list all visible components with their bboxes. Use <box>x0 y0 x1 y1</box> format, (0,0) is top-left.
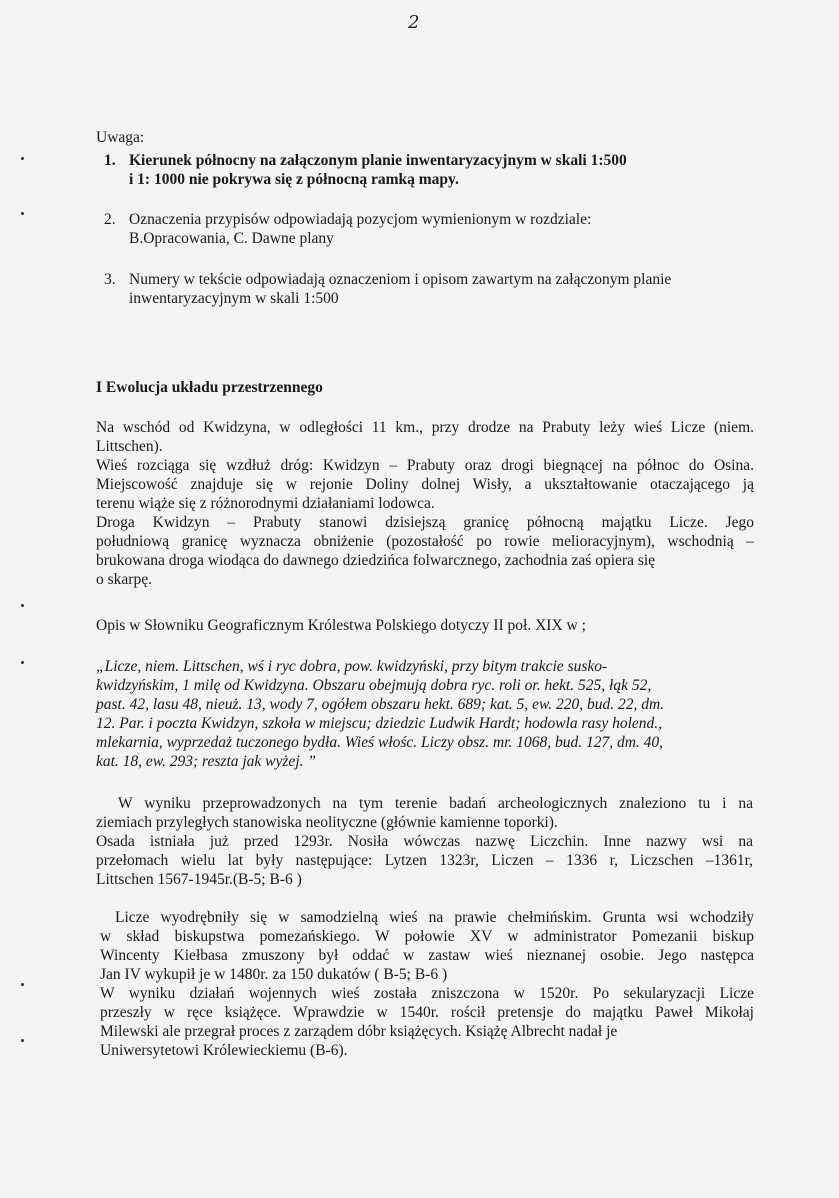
text-line: Milewski ale przegrał proces z zarządem dóbr książęcych. Książę Albrecht nadał je <box>100 1023 618 1040</box>
text-line: Droga Kwidzyn – Prabuty stanowi dzisiejszą granicę północną majątku Licze. Jego <box>96 514 754 531</box>
margin-mark <box>21 983 24 986</box>
text-line: Littschen 1567-1945r.(B-5; B-6 ) <box>96 871 302 888</box>
page-number: 2 <box>408 12 420 33</box>
text-line: w skład biskupstwa pomezańskiego. W połowie XV w administrator Pomezanii biskup <box>100 928 754 945</box>
quote-line: mlekarnia, wyprzedaż tuczonego bydła. Wieś włośc. Liczy obsz. mr. 1068, bud. 127, dm. 40, <box>96 734 664 751</box>
text-line: Wieś rozciąga się wzdłuż dróg: Kwidzyn – Prabuty oraz drogi biegnącej na północ do Osina. <box>96 457 754 474</box>
text-line: Uniwersytetowi Królewieckiemu (B-6). <box>100 1042 348 1059</box>
section-heading <box>96 378 756 397</box>
text-line: Osada istniała już przed 1293r. Nosiła wówczas nazwę Liczchin. Inne nazwy wsi na <box>96 833 753 850</box>
text-line: Jan IV wykupił je w 1480r. za 150 dukatów ( B-5; B-6 ) <box>100 966 448 983</box>
quote-line: 12. Par. i poczta Kwidzyn, szkoła w miejscu; dziedzic Ludwik Hardt; hodowla rasy holend., <box>96 715 663 732</box>
margin-mark <box>21 1039 24 1042</box>
text-line: Littschen). <box>96 438 163 455</box>
text-line: przełomach wielu lat były następujące: Lytzen 1323r, Liczen – 1336 r, Liczschen –1361r, <box>96 852 753 869</box>
text-line: Opis w Słowniku Geograficznym Królestwa Polskiego dotyczy II poł. XIX w ; <box>96 617 586 634</box>
margin-mark <box>21 212 24 215</box>
note-item-2-number: 2. <box>104 211 116 228</box>
section-heading-text: I Ewolucja układu przestrzennego <box>96 379 323 396</box>
text-line: Na wschód od Kwidzyna, w odległości 11 km., przy drodze na Prabuty leży wieś Licze (niem. <box>96 419 754 436</box>
paragraph-dictionary <box>96 616 756 635</box>
note-item-1-line-1: Kierunek północny na załączonym planie inwentaryzacyjnym w skali 1:500 <box>129 152 627 169</box>
text-line: brukowana droga wiodąca do dawnego dziedzińca folwarcznego, zachodnia zaś opiera się <box>96 552 656 569</box>
text-line: Wincenty Kiełbasa zmuszony był oddać w zastaw wieś nieznanej osobie. Jego następca <box>100 947 754 964</box>
note-label <box>96 128 756 147</box>
text-line: o skarpę. <box>96 571 152 588</box>
paragraph-archaeology <box>96 794 753 889</box>
margin-mark <box>21 661 24 664</box>
margin-mark <box>21 604 24 607</box>
note-item-2 <box>104 210 724 248</box>
paragraph-history <box>100 908 754 1060</box>
text-line: W wyniku przeprowadzonych na tym terenie badań archeologicznych znaleziono tu i na <box>118 795 753 812</box>
note-item-3-line-1: Numery w tekście odpowiadają oznaczeniom i opisom zawartym na załączonym planie <box>129 271 672 288</box>
margin-mark <box>21 157 24 160</box>
quote-dictionary <box>96 657 756 771</box>
note-item-2-line-1: Oznaczenia przypisów odpowiadają pozycjom wymienionym w rozdziale: <box>129 211 592 228</box>
text-line: południową granicę wyznacza obniżenie (pozostałość po rowie melioracyjnym), wschodnią – <box>96 533 754 550</box>
note-item-3 <box>104 270 764 308</box>
quote-line: kat. 18, ew. 293; reszta jak wyżej. ” <box>96 753 316 770</box>
text-line: W wyniku działań wojennych wieś została zniszczona w 1520r. Po sekularyzacji Licze <box>100 985 754 1002</box>
note-item-3-number: 3. <box>104 271 116 288</box>
quote-line: „Licze, niem. Littschen, wś i ryc dobra, pow. kwidzyński, przy bitym trakcie susko- <box>96 658 608 675</box>
note-item-1 <box>104 151 724 189</box>
note-item-3-line-2: inwentaryzacyjnym w skali 1:500 <box>129 290 339 307</box>
paragraph-location <box>96 418 754 589</box>
note-item-2-line-2: B.Opracowania, C. Dawne plany <box>129 230 334 247</box>
text-line: ziemiach przyległych stanowiska neolityczne (głównie kamienne toporki). <box>96 814 558 831</box>
text-line: Licze wyodrębniły się w samodzielną wieś na prawie chełmińskim. Grunta wsi wchodziły <box>115 909 754 926</box>
note-item-1-line-2: i 1: 1000 nie pokrywa się z północną ramką mapy. <box>129 171 459 188</box>
note-item-1-number: 1. <box>104 152 116 169</box>
quote-line: kwidzyńskim, 1 milę od Kwidzyna. Obszaru obejmują dobra ryc. roli or. hekt. 525, łąk 52, <box>96 677 652 694</box>
text-line: przeszły w ręce książęce. Wprawdzie w 1540r. rościł pretensje do majątku Paweł Mikołaj <box>100 1004 754 1021</box>
quote-line: past. 42, lasu 48, nieuż. 13, wody 7, ogółem obszaru hekt. 689; kat. 5, ew. 220, bud. 22, dm. <box>96 696 665 713</box>
text-line: terenu wiąże się z różnorodnymi działaniami lodowca. <box>96 495 435 512</box>
note-label-text: Uwaga: <box>96 129 145 146</box>
text-line: Miejscowość znajduje się w rejonie Doliny dolnej Wisły, a ukształtowanie otaczającego ją <box>96 476 754 493</box>
